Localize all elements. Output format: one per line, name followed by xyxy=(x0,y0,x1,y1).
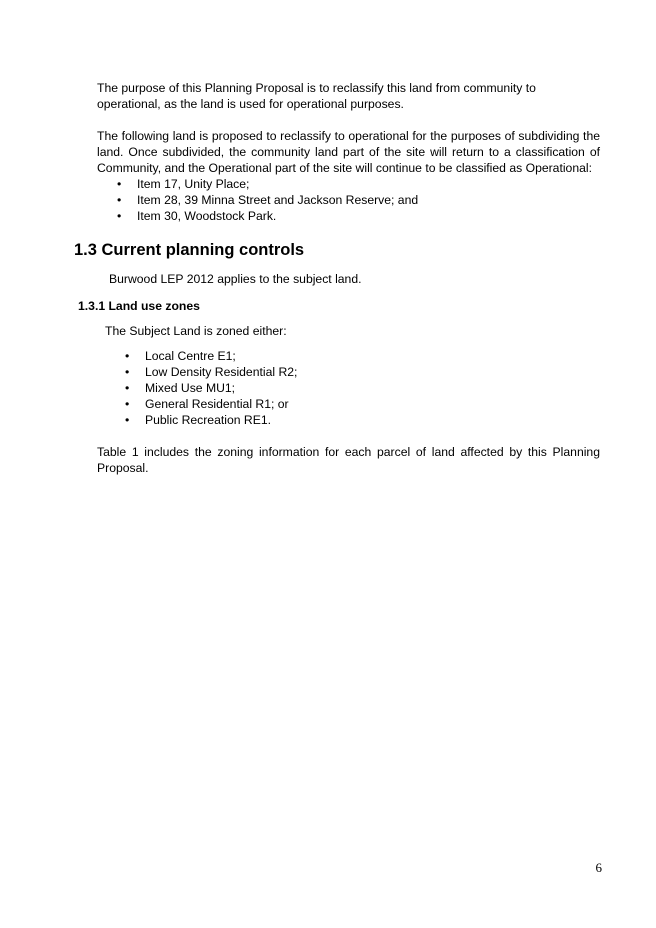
reclassify-list xyxy=(117,176,418,224)
list-item xyxy=(117,176,418,192)
purpose-paragraph: The purpose of this Planning Proposal is to reclassify this land from community to operational, as the land is used for operational purposes. xyxy=(97,81,536,111)
list-item-text: Mixed Use MU1; xyxy=(145,381,236,395)
subsection-heading: 1.3.1 Land use zones xyxy=(78,299,200,313)
list-item-text: Item 28, 39 Minna Street and Jackson Reserve; and xyxy=(137,193,419,207)
list-item xyxy=(125,396,297,412)
list-item xyxy=(117,192,418,208)
section-heading: 1.3 Current planning controls xyxy=(74,241,305,259)
bullet-icon: • xyxy=(125,413,130,427)
list-item-text: Public Recreation RE1. xyxy=(145,413,271,427)
subsection-intro: The Subject Land is zoned either: xyxy=(105,324,287,338)
list-item xyxy=(125,348,297,364)
list-item xyxy=(117,208,418,224)
table-note-paragraph: Table 1 includes the zoning information for each parcel of land affected by this Planning Proposal. xyxy=(97,445,600,475)
bullet-icon: • xyxy=(117,177,122,191)
zones-list xyxy=(125,348,297,428)
section-intro: Burwood LEP 2012 applies to the subject land. xyxy=(109,272,362,286)
list-item-text: Local Centre E1; xyxy=(145,349,236,363)
list-item-text: Item 30, Woodstock Park. xyxy=(137,209,277,223)
list-item xyxy=(125,412,297,428)
list-item-text: General Residential R1; or xyxy=(145,397,289,411)
following-land-paragraph: The following land is proposed to reclassify to operational for the purposes of subdividing the land. Once subdivided, the community land part of the site will return to a classification of Community, and the Operational part of the site will continue to be classified as Operational: xyxy=(97,129,600,175)
list-item xyxy=(125,380,297,396)
list-item-text: Item 17, Unity Place; xyxy=(137,177,250,191)
bullet-icon: • xyxy=(125,381,130,395)
bullet-icon: • xyxy=(125,397,130,411)
page-number: 6 xyxy=(595,860,602,875)
list-item-text: Low Density Residential R2; xyxy=(145,365,298,379)
list-item xyxy=(125,364,297,380)
bullet-icon: • xyxy=(125,365,130,379)
bullet-icon: • xyxy=(117,193,122,207)
bullet-icon: • xyxy=(125,349,130,363)
bullet-icon: • xyxy=(117,209,122,223)
